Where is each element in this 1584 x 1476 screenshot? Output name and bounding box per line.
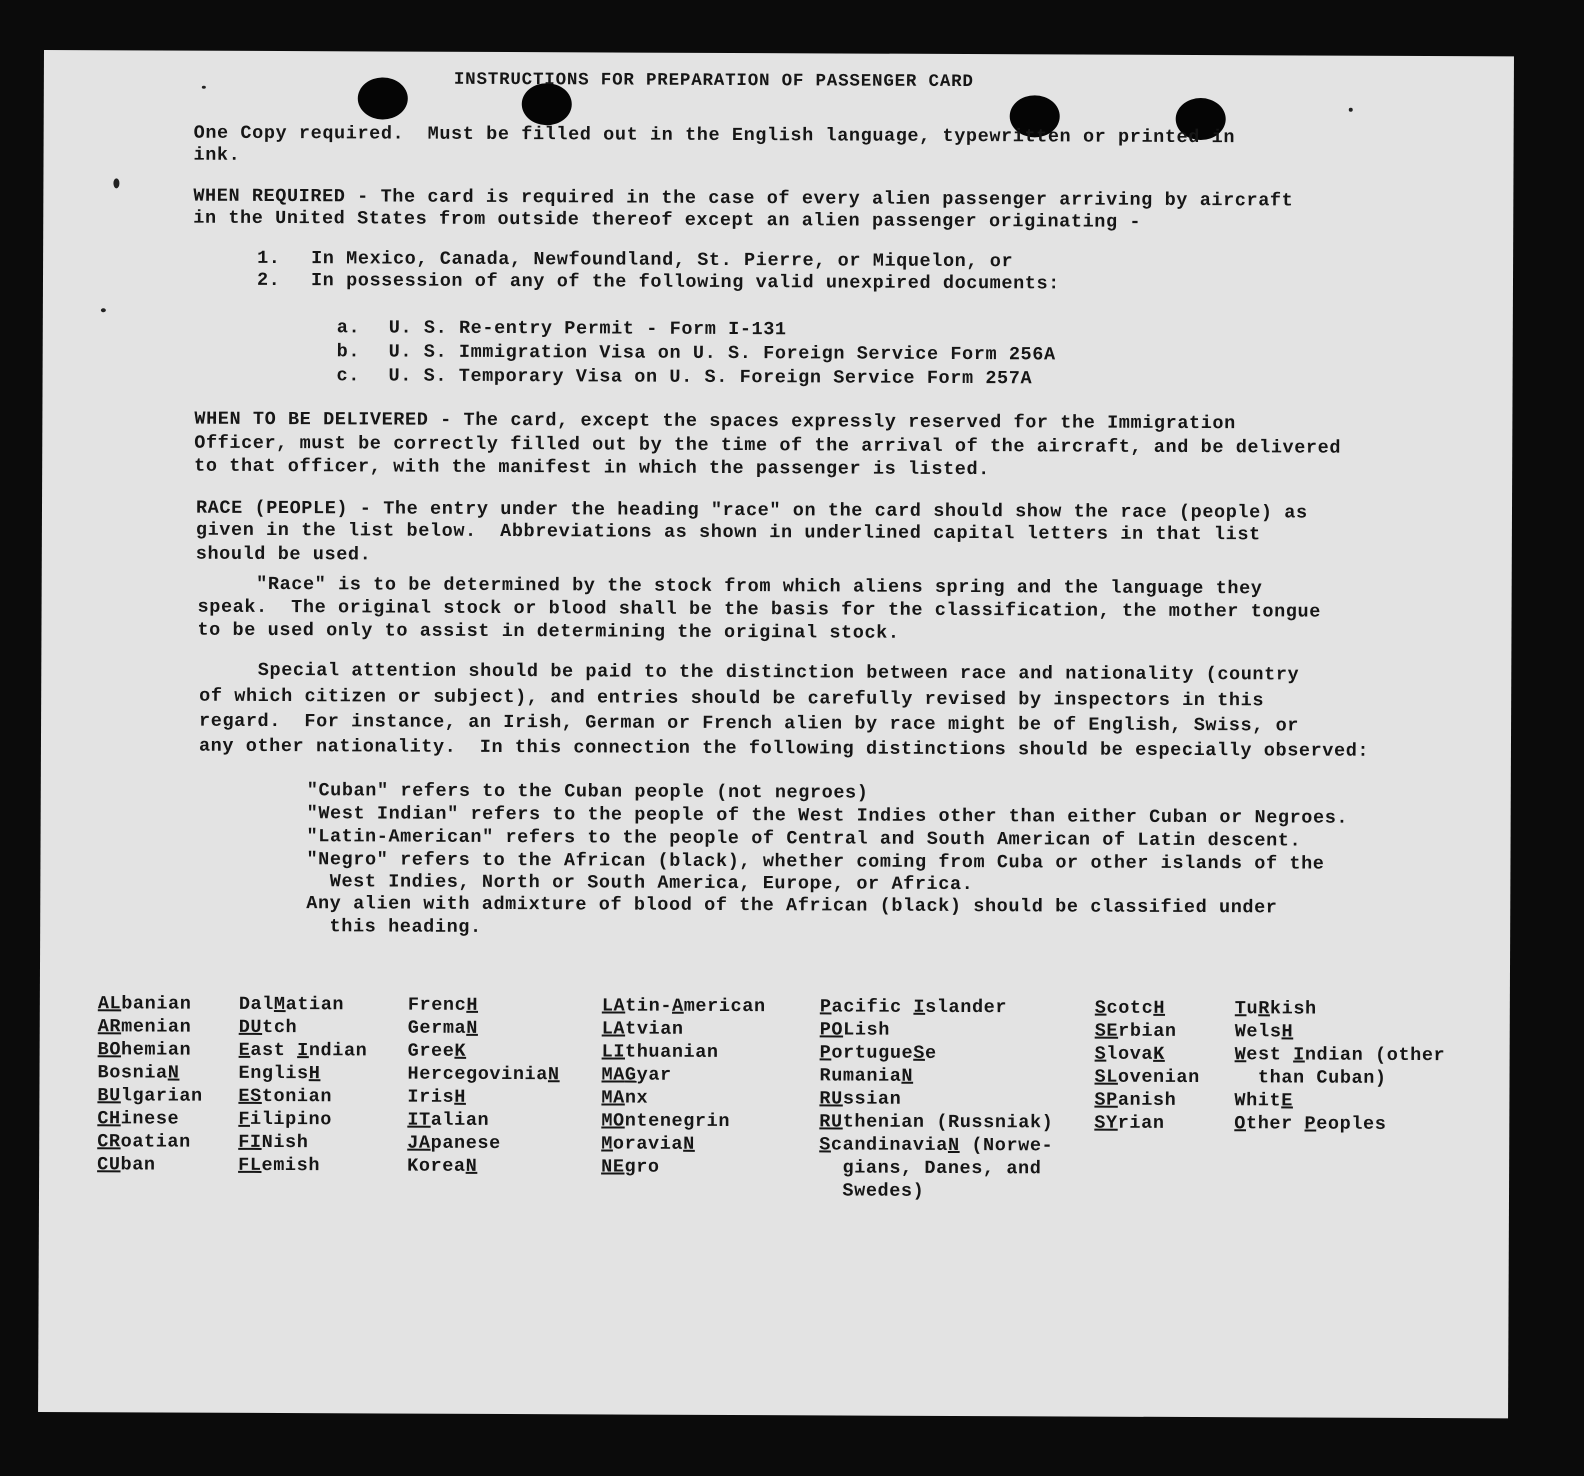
race-entry: MAGyar — [601, 1064, 672, 1086]
race-entry: MOntenegrin — [601, 1110, 731, 1133]
numbered-item-num: 1. — [257, 247, 281, 270]
race-entry: LAtvian — [601, 1018, 684, 1040]
document-item-text: U. S. Temporary Visa on U. S. Foreign Service Form 257A — [388, 365, 1033, 390]
race-entry: Filipino — [238, 1108, 333, 1131]
race-line-3: should be used. — [195, 543, 372, 566]
special-line-4: any other nationality. In this connection the following distinctions should be especially observed: — [198, 735, 1370, 762]
intro-line-2: ink. — [193, 144, 241, 166]
race-entry: Pacific Islander — [819, 996, 1008, 1019]
numbered-item-text: In Mexico, Canada, Newfoundland, St. Pierre, or Miquelon, or — [311, 248, 1014, 273]
race-entry: CHinese — [97, 1108, 180, 1130]
race-entry: IrisH — [407, 1086, 466, 1108]
race-entry: GermaN — [407, 1017, 478, 1039]
race-entry: than Cuban) — [1234, 1067, 1387, 1089]
race-entry: PortugueSe — [819, 1042, 937, 1064]
distinction-line: Any alien with admixture of blood of the African (black) should be classified under — [306, 893, 1278, 919]
race-entry: East Indian — [238, 1039, 368, 1062]
race-entry: ScotcH — [1094, 997, 1166, 1019]
race-line-1: RACE (PEOPLE) - The entry under the heading "race" on the card should show the race (people) as — [195, 497, 1308, 524]
document-item-letter: b. — [336, 341, 361, 363]
ink-speck — [113, 178, 119, 188]
race-entry: DalMatian — [238, 993, 345, 1016]
document-page — [38, 50, 1514, 1418]
race-entry: MoraviaN — [601, 1133, 695, 1155]
race-entry: Other Peoples — [1234, 1113, 1387, 1135]
special-line-2: of which citizen or subject), and entries should be carefully revised by inspectors in this — [199, 685, 1265, 712]
race-entry: SLovenian — [1094, 1066, 1200, 1089]
special-line-3: regard. For instance, an Irish, German or French alien by race might be of English, Swiss, or — [199, 710, 1300, 737]
document-item-letter: a. — [336, 317, 361, 339]
race-entry: Swedes) — [818, 1180, 925, 1202]
race-entry: SPanish — [1094, 1089, 1177, 1111]
race-entry: GreeK — [407, 1040, 467, 1062]
when-delivered-line-1: WHEN TO BE DELIVERED - The card, except the spaces expressly reserved for the Immigration — [194, 408, 1236, 435]
race-entry: NEgro — [601, 1156, 660, 1178]
numbered-item-text: In possession of any of the following valid unexpired documents: — [310, 270, 1060, 295]
race-entry: EStonian — [238, 1085, 333, 1108]
race-entry: FLemish — [238, 1154, 321, 1177]
race-entry: DUtch — [238, 1016, 298, 1039]
race-entry: EnglisH — [238, 1062, 321, 1085]
race-entry: TuRkish — [1234, 998, 1317, 1020]
race-entry: ScandinaviaN (Norwe- — [819, 1134, 1054, 1157]
distinction-line: West Indies, North or South America, Europe, or Africa. — [306, 871, 974, 896]
punch-hole — [358, 77, 408, 119]
numbered-item-num: 2. — [256, 269, 281, 292]
when-delivered-line-2: Officer, must be correctly filled out by the time of the arrival of the aircraft, and be delivered — [194, 432, 1342, 459]
race-entry: ARmenian — [97, 1016, 192, 1038]
race-entry: FINish — [238, 1131, 309, 1154]
special-line-1: Special attention should be paid to the distinction between race and nationality (country — [199, 659, 1300, 686]
race-entry: gians, Danes, and — [819, 1157, 1042, 1180]
race-entry: CUban — [97, 1154, 156, 1176]
race-entry: RumaniaN — [819, 1065, 914, 1087]
race-entry: ITalian — [407, 1109, 490, 1131]
race-entry: BUlgarian — [97, 1085, 203, 1107]
race-entry: LIthuanian — [601, 1041, 719, 1063]
distinction-line: "Negro" refers to the African (black), whether coming from Cuba or other islands of the — [306, 849, 1325, 875]
document-title: INSTRUCTIONS FOR PREPARATION OF PASSENGER CARD — [453, 69, 974, 93]
ink-speck — [101, 308, 106, 312]
race-entry: MAnx — [601, 1087, 649, 1109]
distinction-line: this heading. — [306, 916, 482, 938]
race-entry: BosniaN — [97, 1062, 180, 1084]
race-entry: KoreaN — [407, 1155, 478, 1177]
race-entry: JApanese — [407, 1132, 501, 1155]
race-entry: WelsH — [1234, 1021, 1294, 1043]
race-def-line-3: to be used only to assist in determining the original stock. — [197, 619, 900, 644]
race-entry: HercegoviniaN — [407, 1063, 560, 1086]
when-required-line-1: WHEN REQUIRED - The card is required in the case of every alien passenger arriving by aircraft — [193, 185, 1294, 212]
race-entry: West Indian (other — [1234, 1044, 1446, 1067]
race-entry: FrencH — [407, 994, 479, 1016]
distinction-line: "West Indian" refers to the people of the West Indies other than either Cuban or Negroes. — [306, 803, 1349, 829]
document-item-text: U. S. Re-entry Permit - Form I-131 — [388, 317, 787, 341]
race-entry: LAtin-American — [601, 995, 766, 1018]
race-entry: RUthenian (Russniak) — [819, 1111, 1054, 1134]
when-required-line-2: in the United States from outside thereof except an alien passenger originating - — [193, 207, 1142, 233]
race-entry: RUssian — [819, 1088, 902, 1110]
race-entry: POLish — [819, 1019, 890, 1041]
distinction-line: "Latin-American" refers to the people of Central and South American of Latin descent. — [306, 826, 1302, 852]
document-item-letter: c. — [336, 365, 361, 387]
intro-line-1: One Copy required. Must be filled out in the English language, typewritten or printed in — [193, 122, 1236, 149]
when-delivered-line-3: to that officer, with the manifest in which the passenger is listed. — [194, 455, 990, 481]
race-entry: BOhemian — [97, 1039, 192, 1061]
race-entry: ALbanian — [97, 993, 192, 1015]
race-entry: SlovaK — [1094, 1043, 1165, 1065]
race-entry: SYrian — [1094, 1112, 1165, 1134]
ink-speck — [1349, 108, 1353, 112]
race-line-2: given in the list below. Abbreviations as shown in underlined capital letters in that list — [195, 519, 1261, 546]
race-entry: CRoatian — [97, 1131, 191, 1153]
document-item-text: U. S. Immigration Visa on U. S. Foreign Service Form 256A — [388, 341, 1056, 366]
race-entry: WhitE — [1234, 1090, 1293, 1112]
race-def-line-2: speak. The original stock or blood shall be the basis for the classification, the mother tongue — [197, 596, 1321, 623]
race-def-line-1: "Race" is to be determined by the stock from which aliens spring and the language they — [197, 573, 1263, 600]
distinction-line: "Cuban" refers to the Cuban people (not negroes) — [306, 780, 869, 804]
race-entry: SErbian — [1094, 1020, 1177, 1042]
ink-speck — [202, 86, 206, 89]
